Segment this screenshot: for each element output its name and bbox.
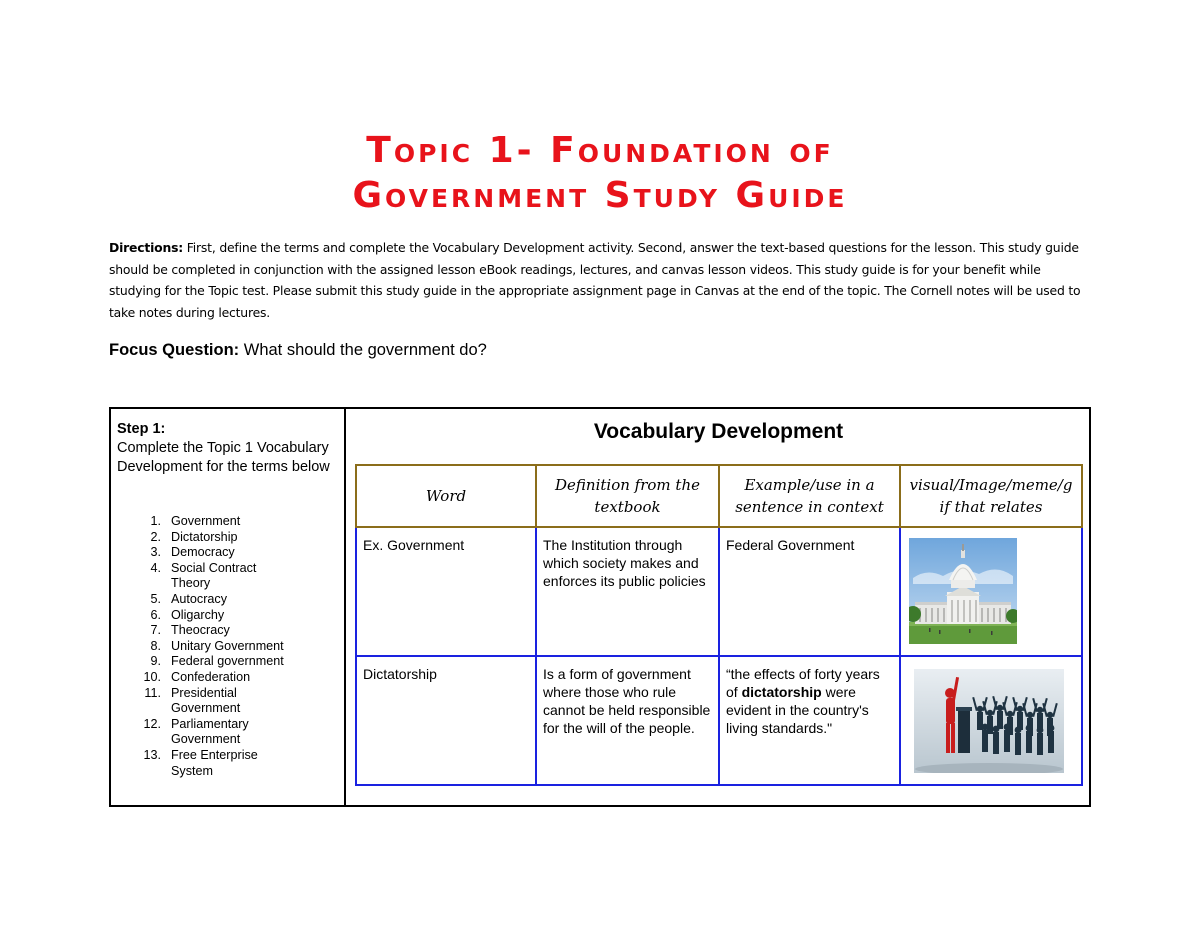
term-text: Dictatorship <box>171 529 238 544</box>
term-number: 5. <box>150 591 161 606</box>
step-divider <box>344 407 346 807</box>
term-text: Autocracy <box>171 591 227 606</box>
list-item <box>140 639 331 655</box>
term-text: Democracy <box>171 545 235 560</box>
example-bold-term: dictatorship <box>741 684 822 700</box>
focus-question <box>109 341 487 360</box>
page-title <box>0 128 1200 218</box>
table-row <box>356 656 1082 785</box>
term-number: 1. <box>150 514 161 528</box>
capitol-image <box>909 538 1017 644</box>
list-item <box>140 561 331 592</box>
example-text: “the effects of forty years of <box>726 666 880 700</box>
list-item <box>140 717 331 748</box>
cell-visual <box>900 656 1082 785</box>
vocab-title: Vocabulary Development <box>593 420 844 443</box>
list-item <box>140 530 331 546</box>
term-number: 6. <box>150 607 161 622</box>
cell-example: Federal Government <box>719 527 900 656</box>
cell-definition: The Institution through which society makes and enforces its public policies <box>536 527 719 656</box>
cell-word: Ex. Government <box>356 527 536 656</box>
cell-word: Dictatorship <box>356 656 536 785</box>
list-item <box>140 654 331 670</box>
term-text: Theocracy <box>171 623 230 638</box>
list-item <box>140 623 331 639</box>
term-number: 3. <box>150 545 161 560</box>
example-text-end: were evident in the country's living standards." <box>726 684 869 736</box>
term-text: Federal government <box>171 654 284 669</box>
header-visual: visual/Image/meme/g if that relates <box>900 465 1082 527</box>
cell-definition: Is a form of government where those who rule cannot be held responsible for the will of the people. <box>536 656 719 785</box>
header-definition: Definition from the textbook <box>536 465 719 527</box>
list-item <box>140 514 331 530</box>
term-number: 9. <box>150 654 161 669</box>
term-text: Government <box>171 514 241 528</box>
table-header-row <box>356 465 1082 527</box>
term-number: 10. <box>143 669 161 684</box>
focus-text: What should the government do? <box>239 341 487 359</box>
header-example: Example/use in a sentence in context <box>719 465 900 527</box>
term-text: Confederation <box>171 669 251 684</box>
vocab-table <box>355 464 1083 786</box>
list-item <box>140 592 331 608</box>
list-item <box>140 748 331 779</box>
term-text: Social Contract Theory <box>171 560 260 591</box>
list-item <box>140 686 331 717</box>
step-text: Complete the Topic 1 Vocabulary Development for the terms below <box>117 440 330 475</box>
cell-visual <box>900 527 1082 656</box>
list-item <box>140 608 331 624</box>
step-title: Step 1: <box>117 421 166 437</box>
term-number: 11. <box>144 685 161 700</box>
directions-label: Directions: <box>109 240 184 255</box>
directions <box>109 237 1094 323</box>
term-number: 2. <box>150 529 161 544</box>
term-text: Parliamentary Government <box>171 716 249 747</box>
focus-label: Focus Question: <box>109 341 240 359</box>
term-text: Unitary Government <box>171 638 284 653</box>
title-line-1: Topic 1- Foundation of <box>366 130 834 171</box>
term-text: Oligarchy <box>171 607 225 622</box>
term-number: 12. <box>143 716 161 731</box>
cell-example <box>719 656 900 785</box>
title-line-2: Government Study Guide <box>352 175 848 216</box>
term-text: Free Enterprise System <box>171 747 262 778</box>
term-number: 4. <box>150 560 161 575</box>
list-item <box>140 670 331 686</box>
term-number: 8. <box>150 638 161 653</box>
dictator-image <box>914 669 1064 773</box>
term-number: 13. <box>143 747 161 762</box>
term-number: 7. <box>150 623 161 638</box>
step-instructions <box>117 420 339 477</box>
table-row <box>356 527 1082 656</box>
term-text: Presidential Government <box>171 685 241 716</box>
list-item <box>140 545 331 561</box>
directions-text: First, define the terms and complete the Vocabulary Development activity. Second, answer the text-based questions for the lesson. This study guide should be completed in conjunction with the assigned lesson eBook readings, lectures, and canvas lesson videos. This study guide is for your benefit while studying for the Topic test. Please submit this study guide in the appropriate assignment page in Canvas at the end of the topic. The Cornell notes will be used to take notes during lectures. <box>109 240 1081 320</box>
term-list <box>140 514 331 779</box>
header-word: Word <box>356 465 536 527</box>
